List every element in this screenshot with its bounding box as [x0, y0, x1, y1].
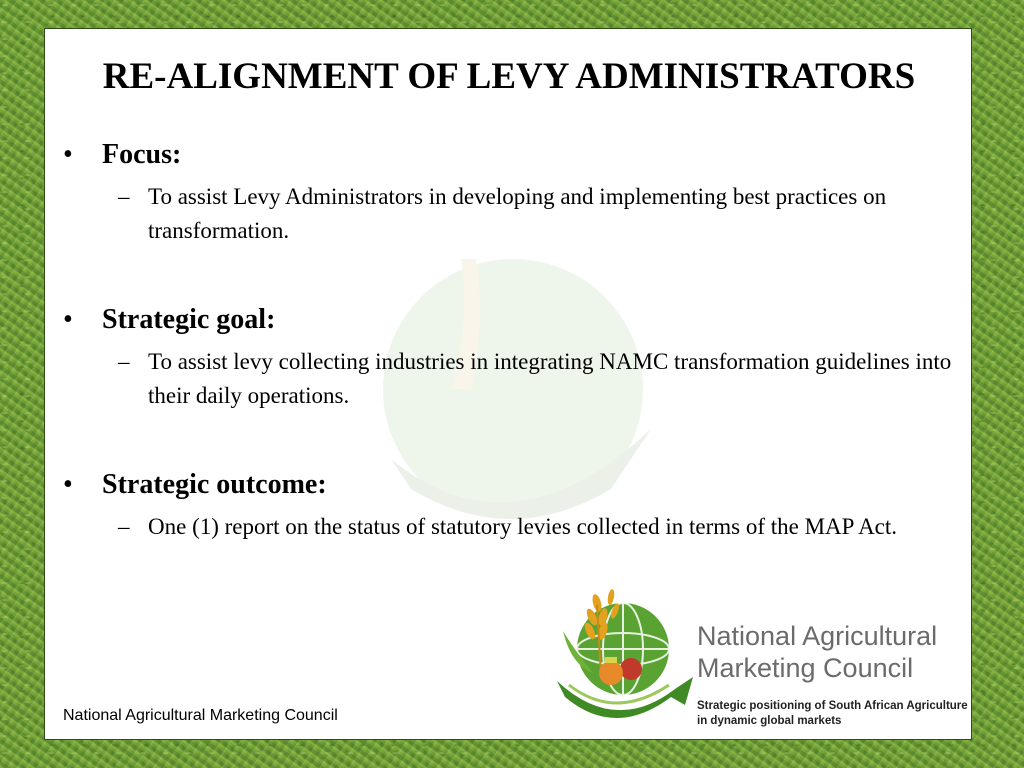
logo-tagline-line1: Strategic positioning of South African Agriculture	[697, 700, 968, 712]
bullet-marker: •	[63, 304, 73, 335]
slide-title: RE-ALIGNMENT OF LEVY ADMINISTRATORS	[102, 56, 916, 97]
sub-bullet-text: To assist Levy Administrators in developing and implementing best practices on transformation.	[148, 184, 887, 243]
logo-name-line2: Marketing Council	[697, 653, 914, 683]
sub-bullet-marker: –	[118, 514, 130, 539]
bullet-label: Strategic goal:	[102, 304, 276, 335]
logo-tagline-line2: in dynamic global markets	[697, 715, 842, 727]
footer-text: National Agricultural Marketing Council	[63, 707, 338, 724]
logo-name-line1: National Agricultural	[697, 621, 938, 651]
sub-bullet-text: One (1) report on the status of statutory levies collected in terms of the MAP Act.	[148, 514, 898, 539]
bullet-label: Strategic outcome:	[102, 469, 327, 500]
slide-panel	[44, 28, 972, 740]
bullet-marker: •	[63, 139, 73, 170]
sub-bullet-marker: –	[118, 184, 130, 209]
namc-logo	[545, 585, 971, 739]
bullet-marker: •	[63, 469, 73, 500]
sub-bullet-text: To assist levy collecting industries in integrating NAMC transformation guidelines into their daily operations.	[148, 349, 952, 408]
bullet-label: Focus:	[102, 139, 182, 170]
sub-bullet-marker: –	[118, 349, 130, 374]
